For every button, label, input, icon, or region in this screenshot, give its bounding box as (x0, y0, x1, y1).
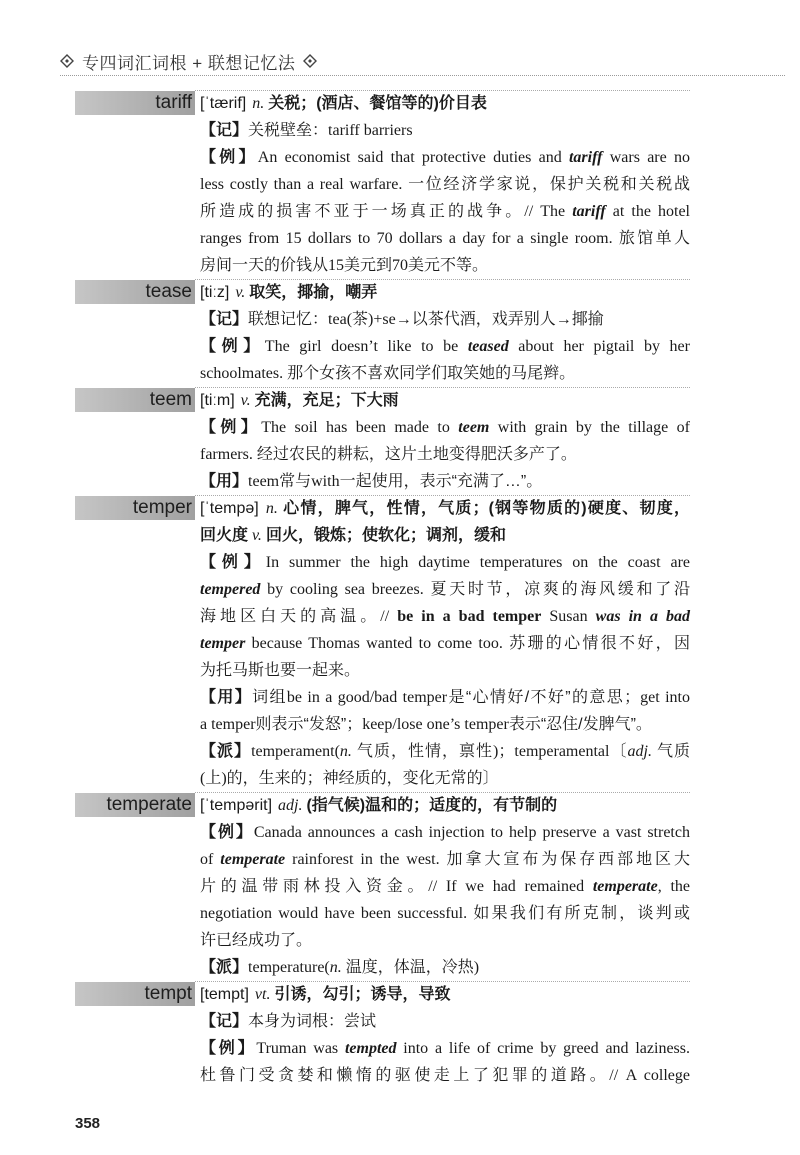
text-run: tea (328, 311, 347, 328)
example (200, 144, 690, 279)
text-run: 片的温带雨林投入资金。 (200, 878, 429, 895)
text-line (200, 90, 690, 117)
entry-body (200, 387, 690, 495)
text-line (200, 333, 690, 360)
entry-body (200, 792, 690, 981)
text-run: 〔 (609, 743, 628, 760)
text-run: 是“心情好/不好”的意思； (447, 689, 641, 706)
text-line (200, 603, 690, 630)
text-run: temper (200, 635, 246, 652)
part-of-speech: n. (260, 500, 284, 517)
text-run: into a life of crime by greed and laziness. (396, 1040, 690, 1057)
entry-tease (75, 279, 690, 387)
section-label: 【记】 (200, 1013, 249, 1030)
entry-body (200, 90, 690, 279)
text-line (200, 576, 690, 603)
text-run: 为托马斯也要一起来。 (200, 662, 361, 679)
example (200, 414, 690, 468)
text-line (200, 684, 690, 711)
text-line (200, 792, 690, 819)
memory-note (200, 1008, 690, 1035)
text-run: 加拿大宣布为保存西部地区大 (446, 851, 690, 868)
part-of-speech: adj. (627, 743, 652, 760)
text-run: 表示“忍住/发脾气”。 (508, 716, 652, 733)
text-run: be in a good/bad temper (286, 689, 448, 706)
text-line (200, 117, 690, 144)
usage-note (200, 468, 690, 495)
part-of-speech: v. (248, 527, 266, 544)
text-line (200, 927, 690, 954)
text-run: +se→ (373, 311, 412, 328)
text-run: temperate (220, 851, 286, 868)
text-run: 温度，体温，冷热) (341, 959, 480, 976)
headword-bar (75, 982, 195, 1006)
section-label: 【例】 (200, 1040, 257, 1057)
entry-temper (75, 495, 690, 792)
text-line (200, 1035, 690, 1062)
phonetic: [tempt] (200, 986, 249, 1003)
section-label: 【例】 (200, 824, 254, 841)
entry-body (200, 981, 690, 1089)
text-run: 气质，性情，禀性)； (351, 743, 515, 760)
text-run: 气质 (651, 743, 690, 760)
text-run: 本身为词根：尝试 (248, 1013, 377, 1030)
text-run: 海地区白天的高温。 (200, 608, 381, 625)
text-line (200, 819, 690, 846)
definition-text: (指气候)温和的；适度的，有节制的 (306, 797, 558, 814)
text-run: negotiation would have been successful. (200, 905, 474, 922)
entry-tempt (75, 981, 690, 1089)
text-run: 词组 (252, 689, 287, 706)
text-run: less costly than a real warfare. (200, 176, 409, 193)
definition-text: 心情，脾气，性情，气质；(钢等物质的)硬度、韧度， (283, 500, 690, 517)
example (200, 549, 690, 684)
diamond-icon (60, 54, 74, 68)
text-line (200, 1062, 690, 1089)
text-line (200, 144, 690, 171)
text-run: 一位经济学家说，保护关税和关税战 (408, 176, 690, 193)
text-run: The soil has been made to (261, 419, 459, 436)
text-run: Truman was (256, 1040, 345, 1057)
entry-tariff (75, 90, 690, 279)
text-run: temperate (592, 878, 658, 895)
entry-temperate (75, 792, 690, 981)
part-of-speech: v. (236, 392, 255, 409)
section-label: 【记】 (200, 122, 249, 139)
text-run: // The (524, 203, 573, 220)
text-run: temperature( (248, 959, 330, 976)
entry-body (200, 495, 690, 792)
text-run: 则表示“发怒”； (255, 716, 363, 733)
text-run: with (311, 473, 340, 490)
text-run: was in a bad (595, 608, 691, 625)
definition (200, 90, 690, 117)
text-run: teased (467, 338, 509, 355)
running-header (60, 48, 317, 74)
example (200, 333, 690, 387)
text-line (200, 765, 690, 792)
headword: tempt (144, 983, 192, 1004)
text-line (200, 495, 690, 522)
text-line (200, 900, 690, 927)
text-run: // (380, 608, 398, 625)
headword: tariff (155, 92, 192, 113)
text-run: Susan (541, 608, 596, 625)
text-run: (茶) (346, 311, 374, 328)
section-label: 【例】 (200, 419, 262, 436)
text-line (200, 846, 690, 873)
text-run: tempered (200, 581, 261, 598)
header-divider (60, 75, 785, 76)
text-run: The girl doesn’t like to be (264, 338, 468, 355)
text-line (200, 549, 690, 576)
phonetic: [ˈtempərit] (200, 797, 273, 814)
memory-note (200, 306, 690, 333)
section-label: 【派】 (200, 743, 252, 760)
text-run: about her pigtail by her (508, 338, 690, 355)
text-line (200, 981, 690, 1008)
text-run: , the (657, 878, 690, 895)
text-run: temperament( (251, 743, 340, 760)
text-run: with grain by the tillage of (489, 419, 690, 436)
text-run: Canada announces a cash injection to help preserve a vast stretch (253, 824, 690, 841)
headword: teem (149, 389, 192, 410)
definition (200, 981, 690, 1008)
text-run: at the hotel (605, 203, 690, 220)
definition-text: 回火度 (200, 527, 249, 544)
part-of-speech: n. (339, 743, 352, 760)
text-run: 如果我们有所克制，谈判或 (473, 905, 690, 922)
text-line (200, 252, 690, 279)
text-run: // A college (609, 1067, 690, 1084)
text-run: tariff (568, 149, 603, 166)
text-line (200, 360, 690, 387)
part-of-speech: v. (231, 284, 250, 301)
text-run: 一起使用，表示“充满了…”。 (339, 473, 543, 490)
text-run: tempted (344, 1040, 397, 1057)
phonetic: [ˈtempə] (200, 500, 259, 517)
text-line (200, 657, 690, 684)
entry-list (75, 90, 690, 1089)
text-line (200, 873, 690, 900)
text-line (200, 711, 690, 738)
text-run: 联想记忆： (248, 311, 329, 328)
text-run: // If we had remained (428, 878, 593, 895)
section-label: 【例】 (200, 338, 265, 355)
definition-text: 引诱，勾引；诱导，导致 (274, 986, 451, 1003)
definition-text: 关税；(酒店、餐馆等的)价目表 (268, 95, 487, 112)
text-run: 夏天时节，凉爽的海风缓和了沿 (430, 581, 690, 598)
text-run: 经过农民的耕耘，这片土地变得肥沃多产了。 (256, 446, 577, 463)
text-line (200, 414, 690, 441)
text-run: schoolmates. (200, 365, 288, 382)
text-run: teem (458, 419, 490, 436)
diamond-icon (303, 54, 317, 68)
derivative (200, 954, 690, 981)
text-line (200, 954, 690, 981)
headword-bar (75, 496, 195, 520)
memory-note (200, 117, 690, 144)
text-run: because Thomas wanted to come too. (245, 635, 510, 652)
definition-text: 取笑，揶揄，嘲弄 (249, 284, 378, 301)
text-line (200, 198, 690, 225)
text-run: tariff barriers (328, 122, 413, 139)
text-line (200, 468, 690, 495)
text-run: 杜鲁门受贪婪和懒惰的驱使走上了犯罪的道路。 (200, 1067, 610, 1084)
text-line (200, 441, 690, 468)
text-run: temperamental (514, 743, 610, 760)
section-label: 【例】 (200, 149, 258, 166)
text-run: be in a bad temper (397, 608, 542, 625)
text-run: 苏珊的心情很不好，因 (509, 635, 690, 652)
text-run: 常与 (279, 473, 312, 490)
phonetic: [ˈtærif] (200, 95, 247, 112)
example (200, 1035, 690, 1089)
text-run: rainforest in the west. (285, 851, 447, 868)
definition-text: 回火，锻炼；使软化；调剂，缓和 (265, 527, 506, 544)
headword-bar (75, 280, 195, 304)
text-run: 旅馆单人 (618, 230, 690, 247)
text-run: a temper (200, 716, 256, 733)
section-label: 【用】 (200, 473, 249, 490)
phonetic: [tiːm] (200, 392, 235, 409)
text-run: 关税壁垒： (248, 122, 329, 139)
section-label: 【用】 (200, 689, 253, 706)
usage-note (200, 684, 690, 738)
headword-bar (75, 793, 195, 817)
derivative (200, 738, 690, 792)
text-line (200, 387, 690, 414)
section-label: 【例】 (200, 554, 266, 571)
phonetic: [tiːz] (200, 284, 230, 301)
definition (200, 387, 690, 414)
part-of-speech: n. (329, 959, 342, 976)
page-number: 358 (75, 1115, 101, 1132)
headword: tease (145, 281, 192, 302)
entry-body (200, 279, 690, 387)
text-run: wars are no (602, 149, 690, 166)
headword: temperate (106, 794, 192, 815)
text-run: get into (640, 689, 690, 706)
section-label: 【记】 (200, 311, 249, 328)
text-run: by cooling sea breezes. (260, 581, 431, 598)
text-run: 那个女孩不喜欢同学们取笑她的马尾辫。 (287, 365, 576, 382)
part-of-speech: n. (248, 95, 269, 112)
entry-teem (75, 387, 690, 495)
definition (200, 279, 690, 306)
part-of-speech: adj. (274, 797, 307, 814)
text-run: (上)的，生来的；神经质的，变化无常的〕 (200, 770, 499, 787)
text-line (200, 522, 690, 549)
text-line (200, 225, 690, 252)
text-run: An economist said that protective duties and (257, 149, 569, 166)
definition (200, 495, 690, 549)
text-line (200, 738, 690, 765)
text-line (200, 279, 690, 306)
text-run: 所造成的损害不亚于一场真正的战争。 (200, 203, 525, 220)
text-line (200, 630, 690, 657)
text-run: ranges from 15 dollars to 70 dollars a day for a single room. (200, 230, 619, 247)
text-line (200, 171, 690, 198)
headword-bar (75, 388, 195, 412)
text-run: keep/lose one’s temper (362, 716, 509, 733)
text-run: In summer the high daytime temperatures on the coast are (265, 554, 691, 571)
text-run: 以茶代酒，戏弄别人→揶揄 (411, 311, 604, 328)
headword: temper (132, 497, 192, 518)
definition-text: 充满，充足；下大雨 (254, 392, 399, 409)
definition (200, 792, 690, 819)
headword-bar (75, 91, 195, 115)
text-run: tariff (572, 203, 606, 220)
text-run: farmers. (200, 446, 257, 463)
text-run: 许已经成功了。 (200, 932, 313, 949)
text-line (200, 306, 690, 333)
text-line (200, 1008, 690, 1035)
text-run: teem (248, 473, 280, 490)
text-run: 房间一天的价钱从15美元到70美元不等。 (200, 257, 489, 274)
example (200, 819, 690, 954)
part-of-speech: vt. (250, 986, 275, 1003)
header-title: 专四词汇词根 + 联想记忆法 (82, 53, 296, 73)
text-run: of (200, 851, 221, 868)
section-label: 【派】 (200, 959, 249, 976)
